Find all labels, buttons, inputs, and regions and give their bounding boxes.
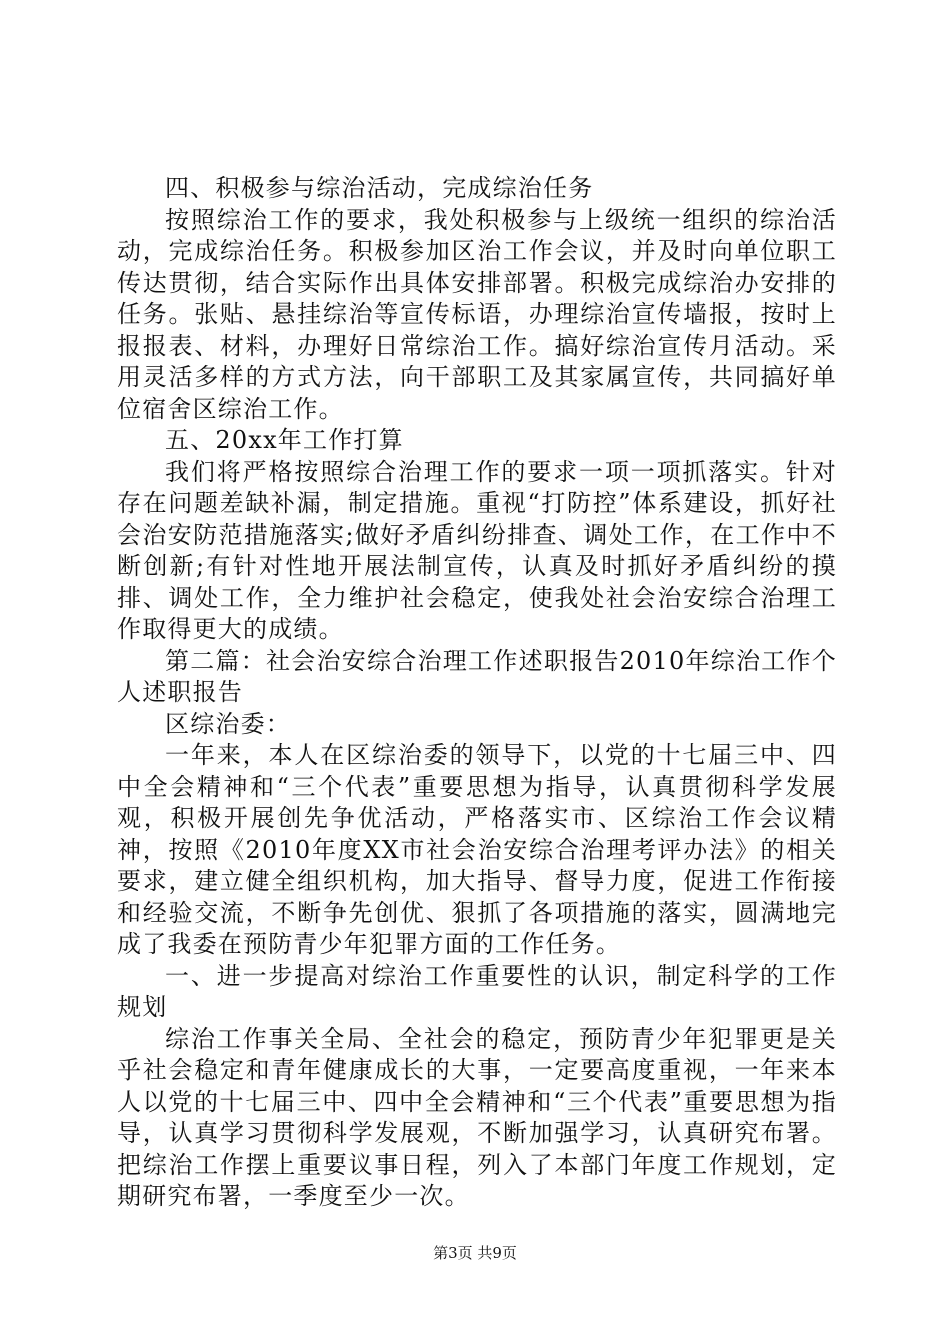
body-paragraph: 一年来，本人在区综治委的领导下，以党的十七届三中、四中全会精神和“三个代表”重要思想为指导，认真贯彻科学发展观，积极开展创先争优活动，严格落实市、区综治工作会议精神，按照《2010年度XX市社会治安综合治理考评办法》的相关要求，建立健全组织机构，加大指导、督导力度，促进工作衔接和经验交流，不断争先创优、狠抓了各项措施的落实，圆满地完成了我委在预防青少年犯罪方面的工作任务。 [117,741,837,958]
page-footer: 第3页 共9页 [433,1244,517,1262]
body-paragraph: 综治工作事关全局、全社会的稳定，预防青少年犯罪更是关乎社会稳定和青年健康成长的大事，一定要高度重视，一年来本人以党的十七届三中、四中全会精神和“三个代表”重要思想为指导，认真学习贯彻科学发展观，不断加强学习，认真研究布署。把综治工作摆上重要议事日程，列入了本部门年度工作规划，定期研究布署，一季度至少一次。 [117,1024,837,1210]
document-body [117,173,837,1213]
section-heading: 一、进一步提高对综治工作重要性的认识，制定科学的工作规划 [117,961,837,1021]
body-paragraph: 按照综治工作的要求，我处积极参与上级统一组织的综治活动，完成综治任务。积极参加区治工作会议，并及时向单位职工传达贯彻，结合实际作出具体安排部署。积极完成综治办安排的任务。张贴、悬挂综治等宣传标语，办理综治宣传墙报，按时上报报表、材料，办理好日常综治工作。搞好综治宣传月活动。采用灵活多样的方式方法，向干部职工及其家属宣传，共同搞好单位宿舍区综治工作。 [117,205,837,423]
body-paragraph: 我们将严格按照综合治理工作的要求一项一项抓落实。针对存在问题差缺补漏，制定措施。重视“打防控”体系建设，抓好社会治安防范措施落实;做好矛盾纠纷排查、调处工作，在工作中不断创新;有针对性地开展法制宣传，认真及时抓好矛盾纠纷的摸排、调处工作，全力维护社会稳定，使我处社会治安综合治理工作取得更大的成绩。 [117,457,837,643]
chapter-title: 第二篇：社会治安综合治理工作述职报告2010年综治工作个人述职报告 [117,646,837,706]
section-heading: 四、积极参与综治活动，完成综治任务 [165,174,594,202]
salutation: 区综治委： [165,709,291,738]
section-heading: 五、20xx年工作打算 [165,426,404,454]
